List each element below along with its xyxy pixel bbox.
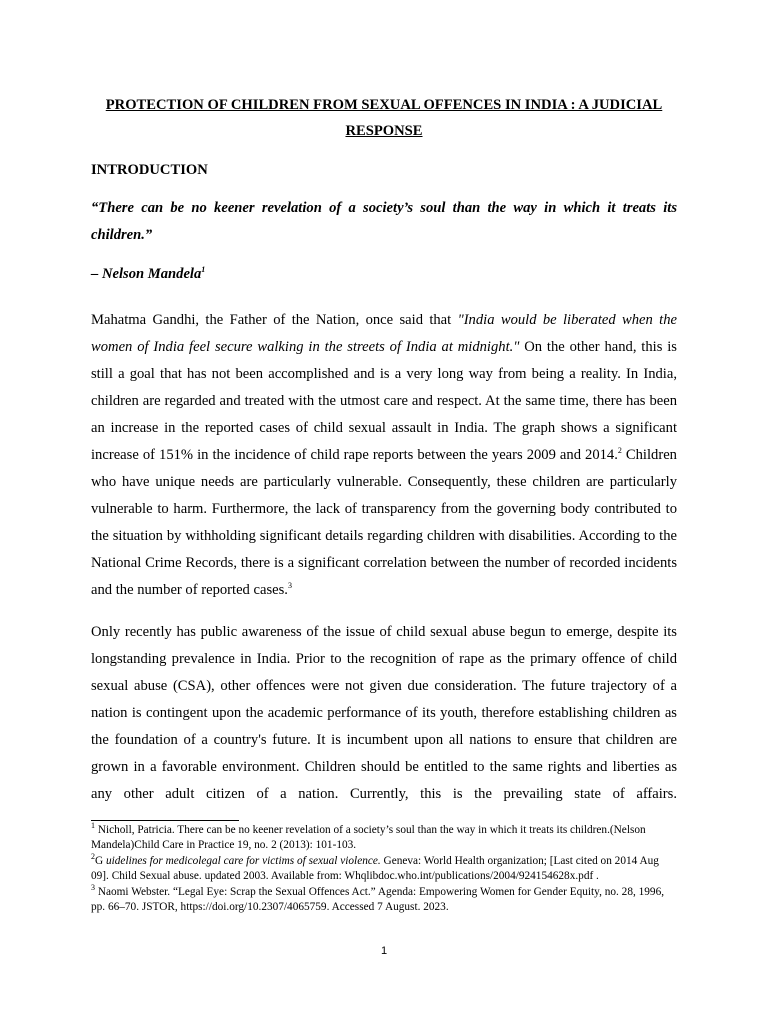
paragraph-text: Children who have unique needs are particularly vulnerable. Consequently, these children are particularly vulnerable to harm. Furthermore, the lack of transparency from the governing body contributed to the situation by withholding significant details regarding children with disabilities. According to the National Crime Records, there is a significant correlation between the number of recorded incidents and the number of reported cases.	[91, 447, 677, 598]
footnote-text: Naomi Webster. “Legal Eye: Scrap the Sexual Offences Act.” Agenda: Empowering Women for Gender Equity, no. 28, 1996, pp. 66–70. JSTOR, https://doi.org/10.2307/4065759. Accessed 7 August. 2023.	[91, 885, 665, 914]
paragraph-text: On the other hand, this is still a goal that has not been accomplished and is a very long way from being a reality. In India, children are regarded and treated with the utmost care and respect. At the same time, there has been an increase in the reported cases of child sexual assault in India. The graph shows a significant increase of 151% in the incidence of child rape reports between the years 2009 and 2014.	[91, 339, 677, 463]
attribution-text: – Nelson Mandela	[91, 266, 202, 282]
footnote-ref-1[interactable]: 1	[201, 265, 206, 275]
section-heading: INTRODUCTION	[91, 162, 208, 178]
footnote-text: Nicholl, Patricia. There can be no keener revelation of a society’s soul than the way in which it treats its children.(Nelson Mandela)Child Care in Practice 19, no. 2 (2013): 101-103.	[91, 824, 646, 852]
footnote-number: 1	[91, 821, 95, 831]
footnote-text: G	[95, 854, 104, 867]
footnote-number: 3	[91, 882, 95, 892]
footnote-2	[91, 854, 677, 885]
footnote-ref-2[interactable]: 2	[617, 446, 622, 456]
footnote-title: uidelines for medicolegal care for victims of sexual violence.	[103, 854, 381, 867]
footnote-ref-3[interactable]: 3	[287, 581, 292, 591]
footnote-separator	[91, 820, 239, 821]
footnote-number: 2	[91, 852, 95, 862]
footnote-1	[91, 823, 677, 854]
footnote-text: Geneva: World Health organization; [Last cited on 2014 Aug 09]. Child Sexual abuse. updated 2003. Available from: Whqlibdoc.who.int/publications/2004/924154628x.pdf .	[91, 854, 659, 883]
epigraph-quote: “There can be no keener revelation of a society’s soul than the way in which it treats its children.”	[91, 200, 677, 243]
epigraph-attribution	[91, 261, 205, 287]
footnote-3	[91, 882, 677, 916]
body-paragraph-2: Only recently has public awareness of the issue of child sexual abuse begun to emerge, despite its longstanding prevalence in India. Prior to the recognition of rape as the primary offence of child sexual abuse (CSA), other offences were not given due consideration. The future trajectory of a nation is contingent upon the academic performance of its youth, therefore establishing children as the foundation of a country's future. It is incumbent upon all nations to ensure that children are grown in a favorable environment. Children should be entitled to the same rights and liberties as any other adult citizen of a nation. Currently, this is the prevailing state of affairs.	[91, 624, 677, 802]
paragraph-text: Mahatma Gandhi, the Father of the Nation, once said that	[91, 312, 458, 328]
document-title: PROTECTION OF CHILDREN FROM SEXUAL OFFENCES IN INDIA : A JUDICIAL RESPONSE	[105, 97, 663, 139]
gandhi-quote: "India would be liberated when the women of India feel secure walking in the streets of India at midnight."	[91, 312, 677, 355]
body-paragraph-1	[91, 307, 677, 604]
page-number: 1	[380, 945, 388, 957]
footnotes	[91, 823, 677, 915]
